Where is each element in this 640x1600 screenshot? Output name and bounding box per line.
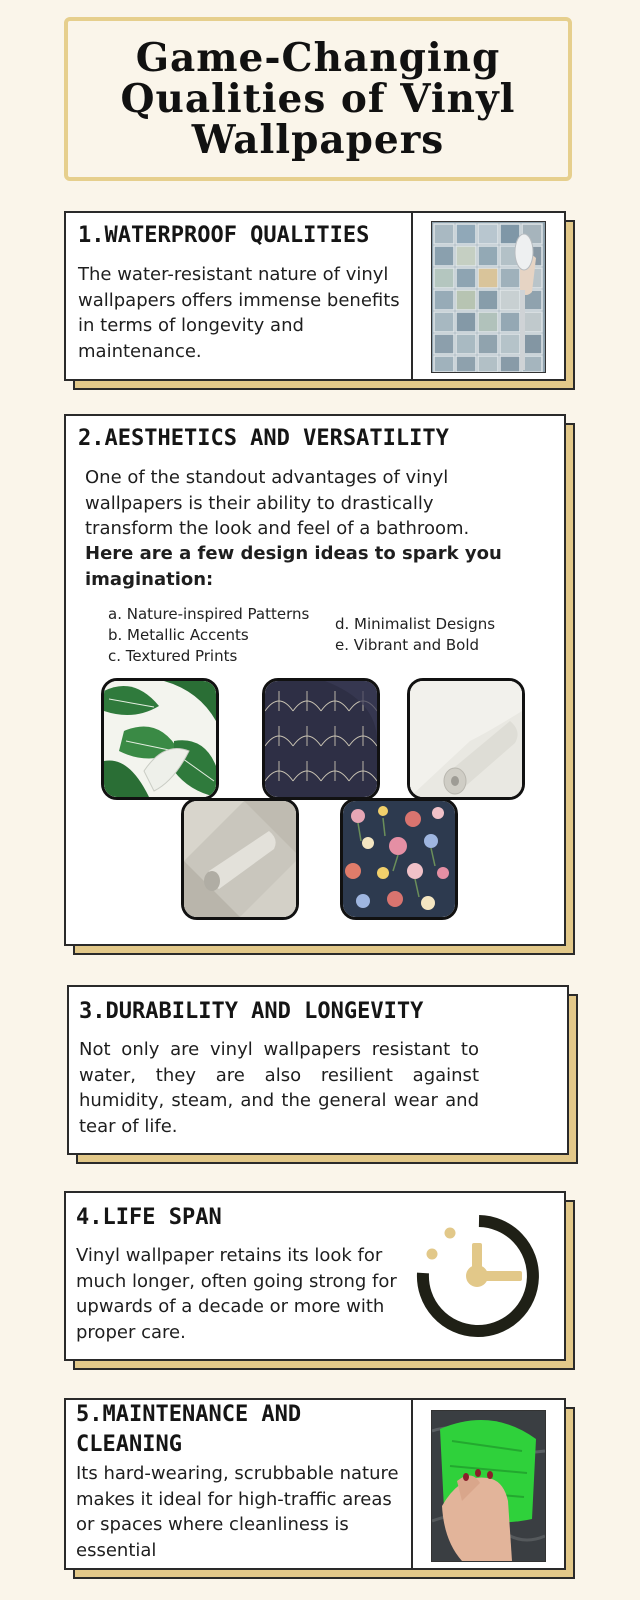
section-heading: 1.WATERPROOF QUALITIES [78,223,370,248]
list-item: d. Minimalist Designs [335,615,496,633]
shower-tile-photo [431,221,546,373]
section-maintenance [64,1398,566,1570]
section-body: Vinyl wallpaper retains its look for much longer, often going strong for upwards of a decade or more with proper care. [76,1245,397,1343]
design-ideas-list-left [108,604,328,667]
list-item: e. Vibrant and Bold [335,636,480,654]
list-item: a. Nature-inspired Patterns [108,605,310,623]
section-waterproof [64,211,566,381]
card-divider [411,211,413,381]
page-title: Game-Changing Qualities of Vinyl Wallpapers [120,34,516,163]
section-body: The water-resistant nature of vinyl wallpapers offers immense benefits in terms of longevity and maintenance. [78,264,400,362]
design-ideas-intro: Here are a few design ideas to spark you imagination: [85,543,502,590]
section-life-span [64,1191,566,1361]
section-durability [67,985,569,1155]
floral-wallpaper [340,798,458,920]
grey-geometric-wallpaper [181,798,299,920]
design-ideas-list-right [335,614,525,656]
title-banner [64,17,572,181]
list-item: c. Textured Prints [108,647,238,665]
metallic-fan-wallpaper [262,678,380,800]
cleaning-cloth-photo [431,1410,546,1562]
section-body: Not only are vinyl wallpapers resistant to water, they are also resilient against humidity, steam, and the general wear and tear of life. [79,1039,479,1137]
section-body: One of the standout advantages of vinyl wallpapers is their ability to drastically transform the look and feel of a bathroom. [85,467,470,539]
section-heading: 3.DURABILITY AND LONGEVITY [79,999,424,1024]
section-heading: 4.LIFE SPAN [76,1205,222,1230]
section-heading: 2.AESTHETICS AND VERSATILITY [78,426,449,451]
white-textured-wallpaper [407,678,525,800]
section-aesthetics [64,414,566,946]
section-heading: 5.MAINTENANCE AND CLEANING [76,1402,302,1457]
card-divider [411,1398,413,1570]
list-item: b. Metallic Accents [108,626,249,644]
tropical-leaf-wallpaper [101,678,219,800]
clock-icon [416,1211,546,1341]
section-body: Its hard-wearing, scrubbable nature makes it ideal for high-traffic areas or spaces where cleanliness is essential [76,1463,399,1561]
